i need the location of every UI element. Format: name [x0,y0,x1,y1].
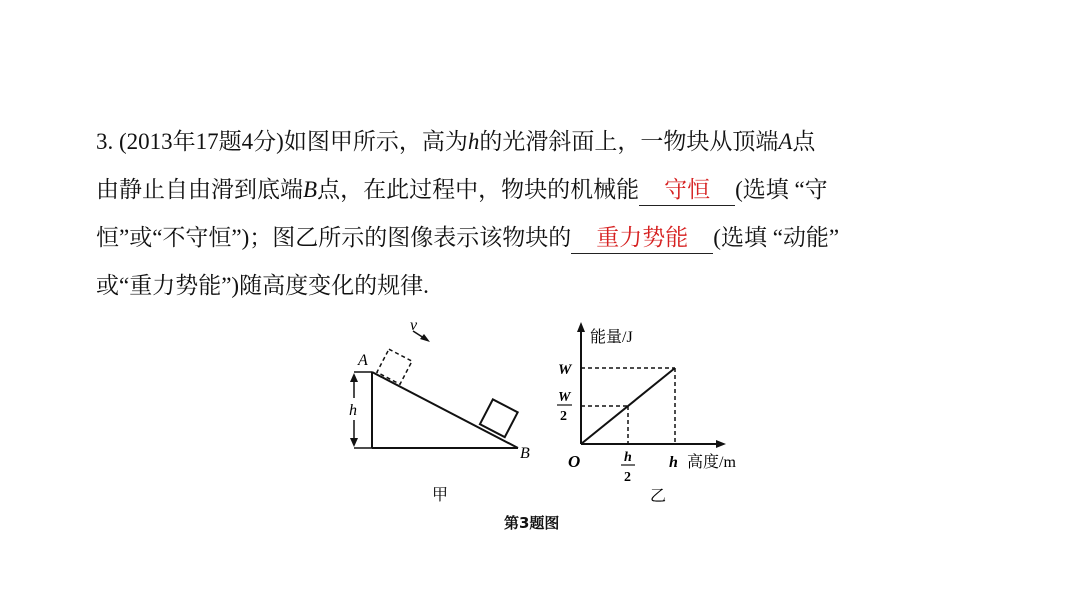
question-line-4 [96,262,996,310]
line4-text: 或“重力势能”)随高度变化的规律. [96,273,429,298]
label-v: v [410,317,418,334]
line1-text3: 点 [792,129,816,154]
height-arrow-up [350,373,358,382]
label-a: A [358,352,368,369]
line2-text: 由静止自由滑到底端 [96,177,303,202]
figure-caption: 第3题图 [504,514,560,532]
x-axis-label: 高度/m [687,454,736,471]
question-line-1 [96,118,996,166]
incline-diagram [336,310,546,510]
var-a: A [778,129,793,154]
question-line-3 [96,214,996,262]
y-axis-arrowhead [577,322,585,332]
origin-label: O [568,452,581,471]
line2-text3: (选填 “守 [735,177,828,202]
line1-text: 3. (2013年17题4分)如图甲所示，高为 [96,129,468,154]
x-axis-arrowhead [716,440,726,448]
x-tick-half-den: 2 [624,470,631,485]
line1-text2: 的光滑斜面上，一物块从顶端 [479,129,779,154]
y-tick-half-den: 2 [560,409,567,424]
line3-text: 恒”或“不守恒”)；图乙所示的图像表示该物块的 [96,225,572,250]
block-start-dashed [377,349,412,384]
label-h: h [349,402,357,419]
answer-blank-1: 守恒 [639,175,735,206]
label-b: B [520,445,530,462]
caption-jia: 甲 [432,487,449,504]
height-arrow-down [350,438,358,447]
var-h: h [467,129,480,154]
x-tick-half-num: h [624,450,632,465]
y-tick-w: W [558,362,572,378]
velocity-arrowhead [420,334,430,342]
question-text [96,118,996,310]
y-axis-label: 能量/J [590,329,633,346]
line2-text2: 点，在此过程中，物块的机械能 [317,177,640,202]
energy-height-graph [548,316,768,506]
y-tick-half-num: W [558,390,571,405]
question-line-2 [96,166,996,214]
answer-blank-2: 重力势能 [571,223,713,254]
var-b: B [303,177,318,202]
line3-text2: (选填 “动能” [713,225,840,250]
x-tick-h: h [669,454,678,471]
caption-yi: 乙 [650,488,667,505]
